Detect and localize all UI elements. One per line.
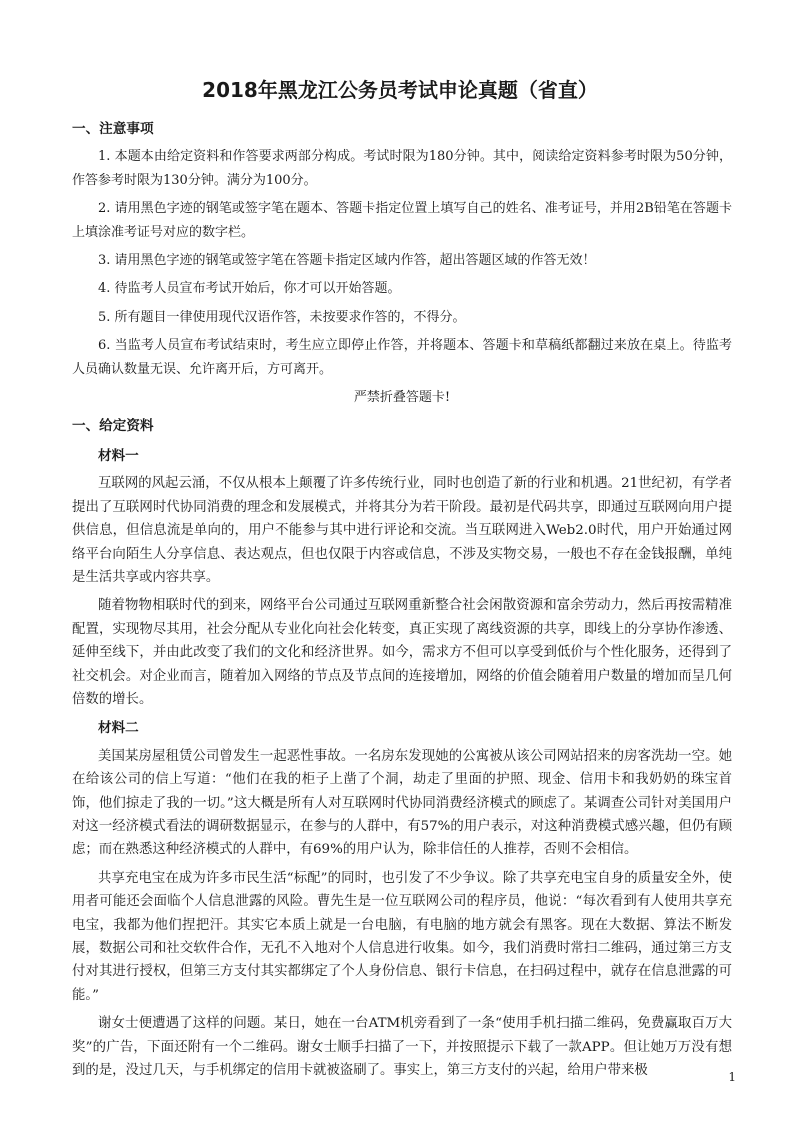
notice-heading: 一、注意事项 xyxy=(72,121,154,137)
notice-item: 3. 请用黑色字迹的钢笔或签字笔在答题卡指定区域内作答，超出答题区域的作答无效！ xyxy=(98,253,596,269)
warning-text: 严禁折叠答题卡! xyxy=(353,390,451,406)
page-number: 1 xyxy=(728,1070,736,1084)
material-paragraph: 随着物物相联时代的到来，网络平台公司通过互联网重新整合社会闲散资源和富余劳动力，然后再按需精准配置，实现物尽其用，社会分配从专业化向社会化转变，真正实现了离线资源的共享，即线上的分享协作渗透、延伸至线下，并由此改变了我们的文化和经济世界。如今，需求方不但可以享受到低价与个性化服务，还得到了社交机会。对企业而言，随着加入网络的节点及节点间的连接增加，网络的价值会随着用户数量的增加而呈几何倍数的增长。 xyxy=(72,598,732,707)
notice-item: 2. 请用黑色字迹的钢笔或签字笔在题本、答题卡指定位置上填写自己的姓名、准考证号，并用2B铅笔在答题卡上填涂准考证号对应的数字栏。 xyxy=(72,201,732,240)
material-paragraph: 共享充电宝在成为许多市民生活“标配”的同时，也引发了不少争议。除了共享充电宝自身的质量安全外，使用者可能还会面临个人信息泄露的风险。曹先生是一位互联网公司的程序员，他说：“每次看到有人使用共享充电宝，我都为他们捏把汗。其实它本质上就是一台电脑，有电脑的地方就会有黑客。现在大数据、算法不断发展，数据公司和社交软件合作，无孔不入地对个人信息进行收集。如今，我们消费时常扫二维码，通过第三方支付对其进行授权，但第三方支付其实都绑定了个人身份信息、银行卡信息，在扫码过程中，就存在信息泄露的可能。” xyxy=(72,870,732,1003)
material-2-heading: 材料二 xyxy=(98,720,139,737)
material-paragraph: 谢女士便遭遇了这样的问题。某日，她在一台ATM机旁看到了一条“使用手机扫描二维码，免费赢取百万大奖”的广告，下面还附有一个二维码。谢女士顺手扫描了一下，并按照提示下载了一款APP。但让她万万没有想到的是，没过几天，与手机绑定的信用卡就被盗刷了。事实上，第三方支付的兴起，给用户带来极 xyxy=(72,1016,732,1079)
notice-item: 4. 待监考人员宣布考试开始后，你才可以开始答题。 xyxy=(98,281,401,297)
materials-heading: 一、给定资料 xyxy=(72,418,154,435)
notice-item: 6. 当监考人员宣布考试结束时，考生应立即停止作答，并将题本、答题卡和草稿纸都翻过来放在桌上。待监考人员确认数量无误、允许离开后，方可离开。 xyxy=(72,338,732,377)
material-paragraph: 互联网的风起云涌，不仅从根本上颠覆了许多传统行业，同时也创造了新的行业和机遇。21世纪初，有学者提出了互联网时代协同消费的理念和发展模式，并将其分为若干阶段。最初是代码共享，即通过互联网向用户提供信息，但信息流是单向的，用户不能参与其中进行评论和交流。当互联网进入Web2.0时代，用户开始通过网络平台向陌生人分享信息、表达观点，但也仅限于内容或信息，不涉及实物交易，一般也不存在金钱报酬，单纯是生活共享或内容共享。 xyxy=(72,476,732,585)
notice-list xyxy=(72,145,732,381)
notice-item: 1. 本题本由给定资料和作答要求两部分构成。考试时限为180分钟。其中，阅读给定资料参考时限为50分钟，作答参考时限为130分钟。满分为100分。 xyxy=(72,149,732,188)
material-paragraph: 美国某房屋租赁公司曾发生一起恶性事故。一名房东发现她的公寓被从该公司网站招来的房客洗劫一空。她在给该公司的信上写道：“他们在我的柜子上凿了个洞，劫走了里面的护照、现金、信用卡和我奶奶的珠宝首饰，他们掠走了我的一切。”这大概是所有人对互联网时代协同消费经济模式的顾虑了。某调查公司针对美国用户对这一经济模式看法的调研数据显示，在参与的人群中，有57%的用户表示，对这种消费模式感兴趣，但仍有顾虑；而在熟悉这种经济模式的人群中，有69%的用户认为，除非信任的人推荐，否则不会相信。 xyxy=(72,748,732,858)
notice-item: 5. 所有题目一律使用现代汉语作答，未按要求作答的，不得分。 xyxy=(98,309,466,325)
document-body xyxy=(72,118,732,1087)
material-1-heading: 材料一 xyxy=(98,447,139,464)
page-title: 2018年黑龙江公务员考试申论真题（省直） xyxy=(202,78,598,102)
